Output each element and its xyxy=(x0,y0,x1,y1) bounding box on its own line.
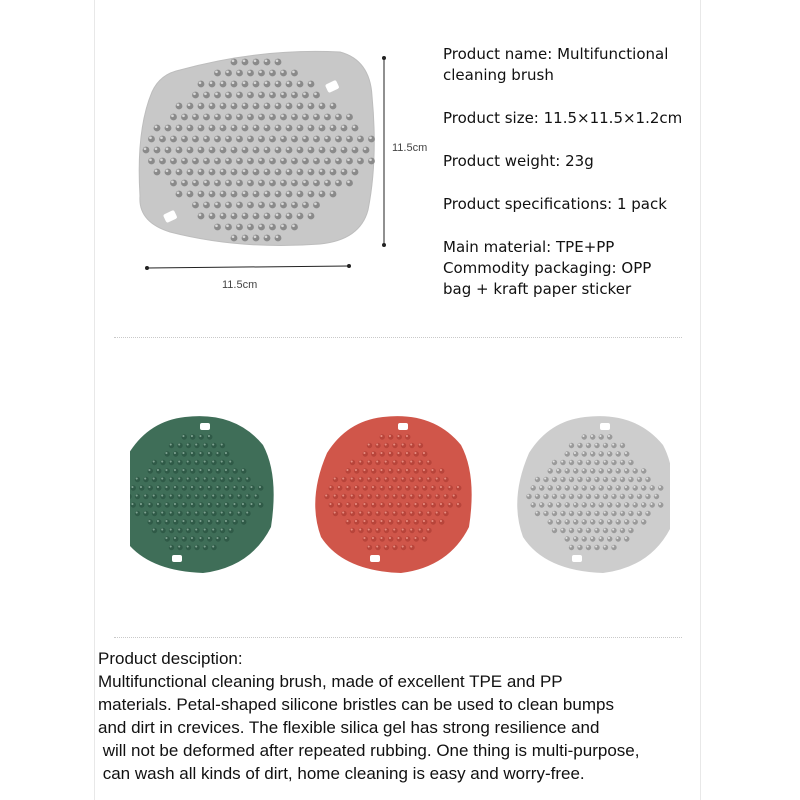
page-border-left xyxy=(94,0,95,800)
variant-red xyxy=(315,416,471,573)
spec-product-name: Product name: Multifunctional xyxy=(443,45,669,63)
product-photo xyxy=(128,40,448,310)
hanging-hole xyxy=(572,555,582,562)
variant-gray xyxy=(517,416,670,573)
width-dimension-line xyxy=(147,266,349,268)
spec-packaging: Commodity packaging: OPP xyxy=(443,259,652,277)
section-divider xyxy=(114,637,682,638)
spec-packaging-cont: bag + kraft paper sticker xyxy=(443,280,632,298)
spec-product-size: Product size: 11.5×11.5×1.2cm xyxy=(443,109,683,127)
spec-list xyxy=(443,44,703,300)
section-divider xyxy=(114,337,682,338)
description-line: will not be deformed after repeated rubbing. One thing is multi-purpose, xyxy=(98,741,640,760)
description-line: can wash all kinds of dirt, home cleaning is easy and worry-free. xyxy=(98,764,585,783)
product-description xyxy=(98,647,738,785)
variant-green xyxy=(130,416,274,573)
color-variants xyxy=(130,405,670,580)
hanging-hole xyxy=(370,555,380,562)
spec-product-specifications: Product specifications: 1 pack xyxy=(443,195,667,213)
description-heading: Product desciption: xyxy=(98,649,243,668)
spec-main-material: Main material: TPE+PP xyxy=(443,238,615,256)
spec-product-weight: Product weight: 23g xyxy=(443,152,594,170)
hanging-hole xyxy=(600,423,610,430)
spec-product-name-cont: cleaning brush xyxy=(443,66,554,84)
height-dimension-label: 11.5cm xyxy=(392,142,428,154)
hanging-hole xyxy=(200,423,210,430)
hanging-hole xyxy=(172,555,182,562)
description-line: and dirt in crevices. The flexible silica gel has strong resilience and xyxy=(98,718,600,737)
description-line: Multifunctional cleaning brush, made of excellent TPE and PP xyxy=(98,672,563,691)
width-dimension-label: 11.5cm xyxy=(222,279,258,291)
hanging-hole xyxy=(398,423,408,430)
description-line: materials. Petal-shaped silicone bristles can be used to clean bumps xyxy=(98,695,614,714)
